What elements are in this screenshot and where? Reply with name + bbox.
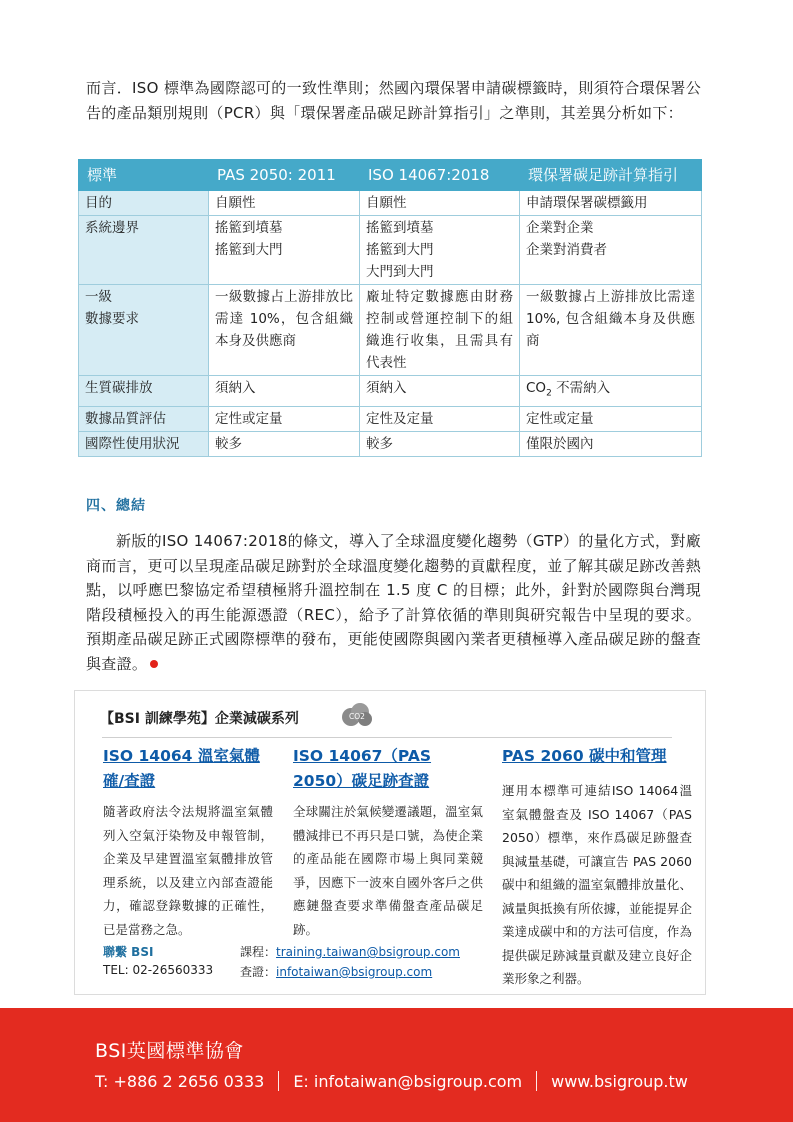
end-dot-icon bbox=[150, 660, 158, 668]
course-link-iso14067[interactable]: ISO 14067（PAS 2050）碳足跡查證 bbox=[293, 747, 432, 790]
course-column-iso14064 bbox=[103, 744, 273, 941]
table-row bbox=[79, 376, 702, 407]
course-column-pas2060 bbox=[502, 744, 692, 991]
footer-divider bbox=[278, 1071, 279, 1091]
footer-bar bbox=[0, 1008, 793, 1122]
table-cell: 自願性 bbox=[360, 191, 520, 216]
table-row bbox=[79, 285, 702, 376]
row-label: 一級 數據要求 bbox=[79, 285, 209, 376]
table-cell: 定性及定量 bbox=[360, 406, 520, 431]
table-cell: 廠址特定數據應由財務控制或營運控制下的組織進行收集，且需具有代表性 bbox=[360, 285, 520, 376]
footer-website[interactable]: www.bsigroup.tw bbox=[551, 1071, 688, 1091]
table-cell: 申請環保署碳標籤用 bbox=[520, 191, 702, 216]
intro-paragraph: 而言．ISO 標準為國際認可的一致性準則；然國內環保署申請碳標籤時，則須符合環保署公告的產品類別規則（PCR）與「環保署產品碳足跡計算指引」之準則，其差異分析如下： bbox=[86, 79, 701, 122]
header-iso14067: ISO 14067:2018 bbox=[360, 160, 520, 191]
footer-contacts bbox=[95, 1071, 688, 1091]
table-cell: 企業對企業 企業對消費者 bbox=[520, 216, 702, 285]
section-title: 四、總結 bbox=[86, 498, 146, 514]
table-cell: 定性或定量 bbox=[520, 406, 702, 431]
course-link-pas2060[interactable]: PAS 2060 碳中和管理 bbox=[502, 747, 667, 765]
contact-label: 聯繫 BSI bbox=[103, 945, 154, 959]
inquiry-email-link[interactable]: infotaiwan@bsigroup.com bbox=[276, 965, 433, 979]
table-cell: 一級數據占上游排放比需達 10%，包含組織本身及供應商 bbox=[209, 285, 360, 376]
divider bbox=[102, 737, 672, 738]
table-cell: 須納入 bbox=[360, 376, 520, 407]
course-description: 隨著政府法令法規將溫室氣體列入空氣汙染物及申報管制，企業及早建置溫室氣體排放管理系統，以及建立內部查證能力，確認登錄數據的正確性，已是當務之急。 bbox=[103, 804, 273, 937]
table-cell: 較多 bbox=[209, 431, 360, 456]
footer-divider bbox=[536, 1071, 537, 1091]
table-cell: 定性或定量 bbox=[209, 406, 360, 431]
table-cell: 僅限於國內 bbox=[520, 431, 702, 456]
table-row bbox=[79, 191, 702, 216]
table-cell: 搖籃到墳墓 搖籃到大門 bbox=[209, 216, 360, 285]
inquiry-email-row: 查證：infotaiwan@bsigroup.com bbox=[240, 965, 433, 979]
table-row bbox=[79, 216, 702, 285]
table-header-row bbox=[79, 160, 702, 191]
contact-tel: TEL: 02-26560333 bbox=[103, 963, 214, 977]
row-label: 目的 bbox=[79, 191, 209, 216]
co2-badge-text: CO2 bbox=[349, 712, 365, 721]
table-row bbox=[79, 406, 702, 431]
promo-heading: 【BSI 訓練學苑】企業減碳系列 bbox=[100, 711, 299, 727]
header-standard: 標準 bbox=[79, 160, 209, 191]
row-label: 數據品質評估 bbox=[79, 406, 209, 431]
course-description: 運用本標準可連結ISO 14064溫室氣體盤查及 ISO 14067（PAS 2050）標準，來作爲碳足跡盤查與減量基礎，可讓宣告 PAS 2060 碳中和組織的溫室氣體排放量化、減量與抵換有所依據，並能提昇企業達成碳中和的方法可信度，作為提供碳足跡減量貢獻及建立良好企業形象之利器。 bbox=[502, 783, 692, 986]
table-row bbox=[79, 431, 702, 456]
table-cell: 較多 bbox=[360, 431, 520, 456]
course-link-iso14064[interactable]: ISO 14064 溫室氣體確/查證 bbox=[103, 747, 260, 790]
course-email-link[interactable]: training.taiwan@bsigroup.com bbox=[276, 945, 460, 959]
table-cell: $CO_2$ 不需納入 bbox=[520, 376, 702, 407]
course-email-row: 課程：training.taiwan@bsigroup.com bbox=[240, 945, 460, 959]
comparison-table bbox=[78, 159, 702, 457]
footer-brand: BSI英國標準協會 bbox=[95, 1040, 244, 1062]
row-label: 生質碳排放 bbox=[79, 376, 209, 407]
row-label: 國際性使用狀況 bbox=[79, 431, 209, 456]
course-column-iso14067 bbox=[293, 744, 483, 941]
header-pas2050: PAS 2050: 2011 bbox=[209, 160, 360, 191]
summary-paragraph: 新版的ISO 14067:2018的條文，導入了全球溫度變化趨勢（GTP）的量化方式，對廠商而言，更可以呈現產品碳足跡對於全球溫度變化趨勢的貢獻程度，並了解其碳足跡改善熱點，以呼應巴黎協定希望積極將升溫控制在 1.5 度 C 的目標；此外，針對於國際與台灣現階段積極投入的再生能源憑證（REC），給予了計算依循的準則與研究報告中呈現的要求。預期產品碳足跡正式國際標準的發布，更能使國際與國內業者更積極導入產品碳足跡的盤查與查證。 bbox=[86, 532, 701, 673]
footer-email[interactable]: E: infotaiwan@bsigroup.com bbox=[293, 1071, 523, 1091]
table-cell: 自願性 bbox=[209, 191, 360, 216]
row-label: 系統邊界 bbox=[79, 216, 209, 285]
footer-phone: T: +886 2 2656 0333 bbox=[95, 1071, 265, 1091]
table-cell: 一級數據占上游排放比需達 10%, 包含組織本身及供應商 bbox=[520, 285, 702, 376]
training-promo-box bbox=[74, 690, 706, 995]
header-epa-guide: 環保署碳足跡計算指引 bbox=[520, 160, 702, 191]
course-description: 全球關注於氣候變遷議題，溫室氣體減排已不再只是口號，為使企業的產品能在國際市場上與同業競爭，因應下一波來自國外客戶之供應鏈盤查要求準備盤查產品碳足跡。 bbox=[293, 804, 483, 937]
table-cell: 搖籃到墳墓 搖籃到大門 大門到大門 bbox=[360, 216, 520, 285]
co2-cloud-icon bbox=[340, 701, 374, 729]
table-cell: 須納入 bbox=[209, 376, 360, 407]
